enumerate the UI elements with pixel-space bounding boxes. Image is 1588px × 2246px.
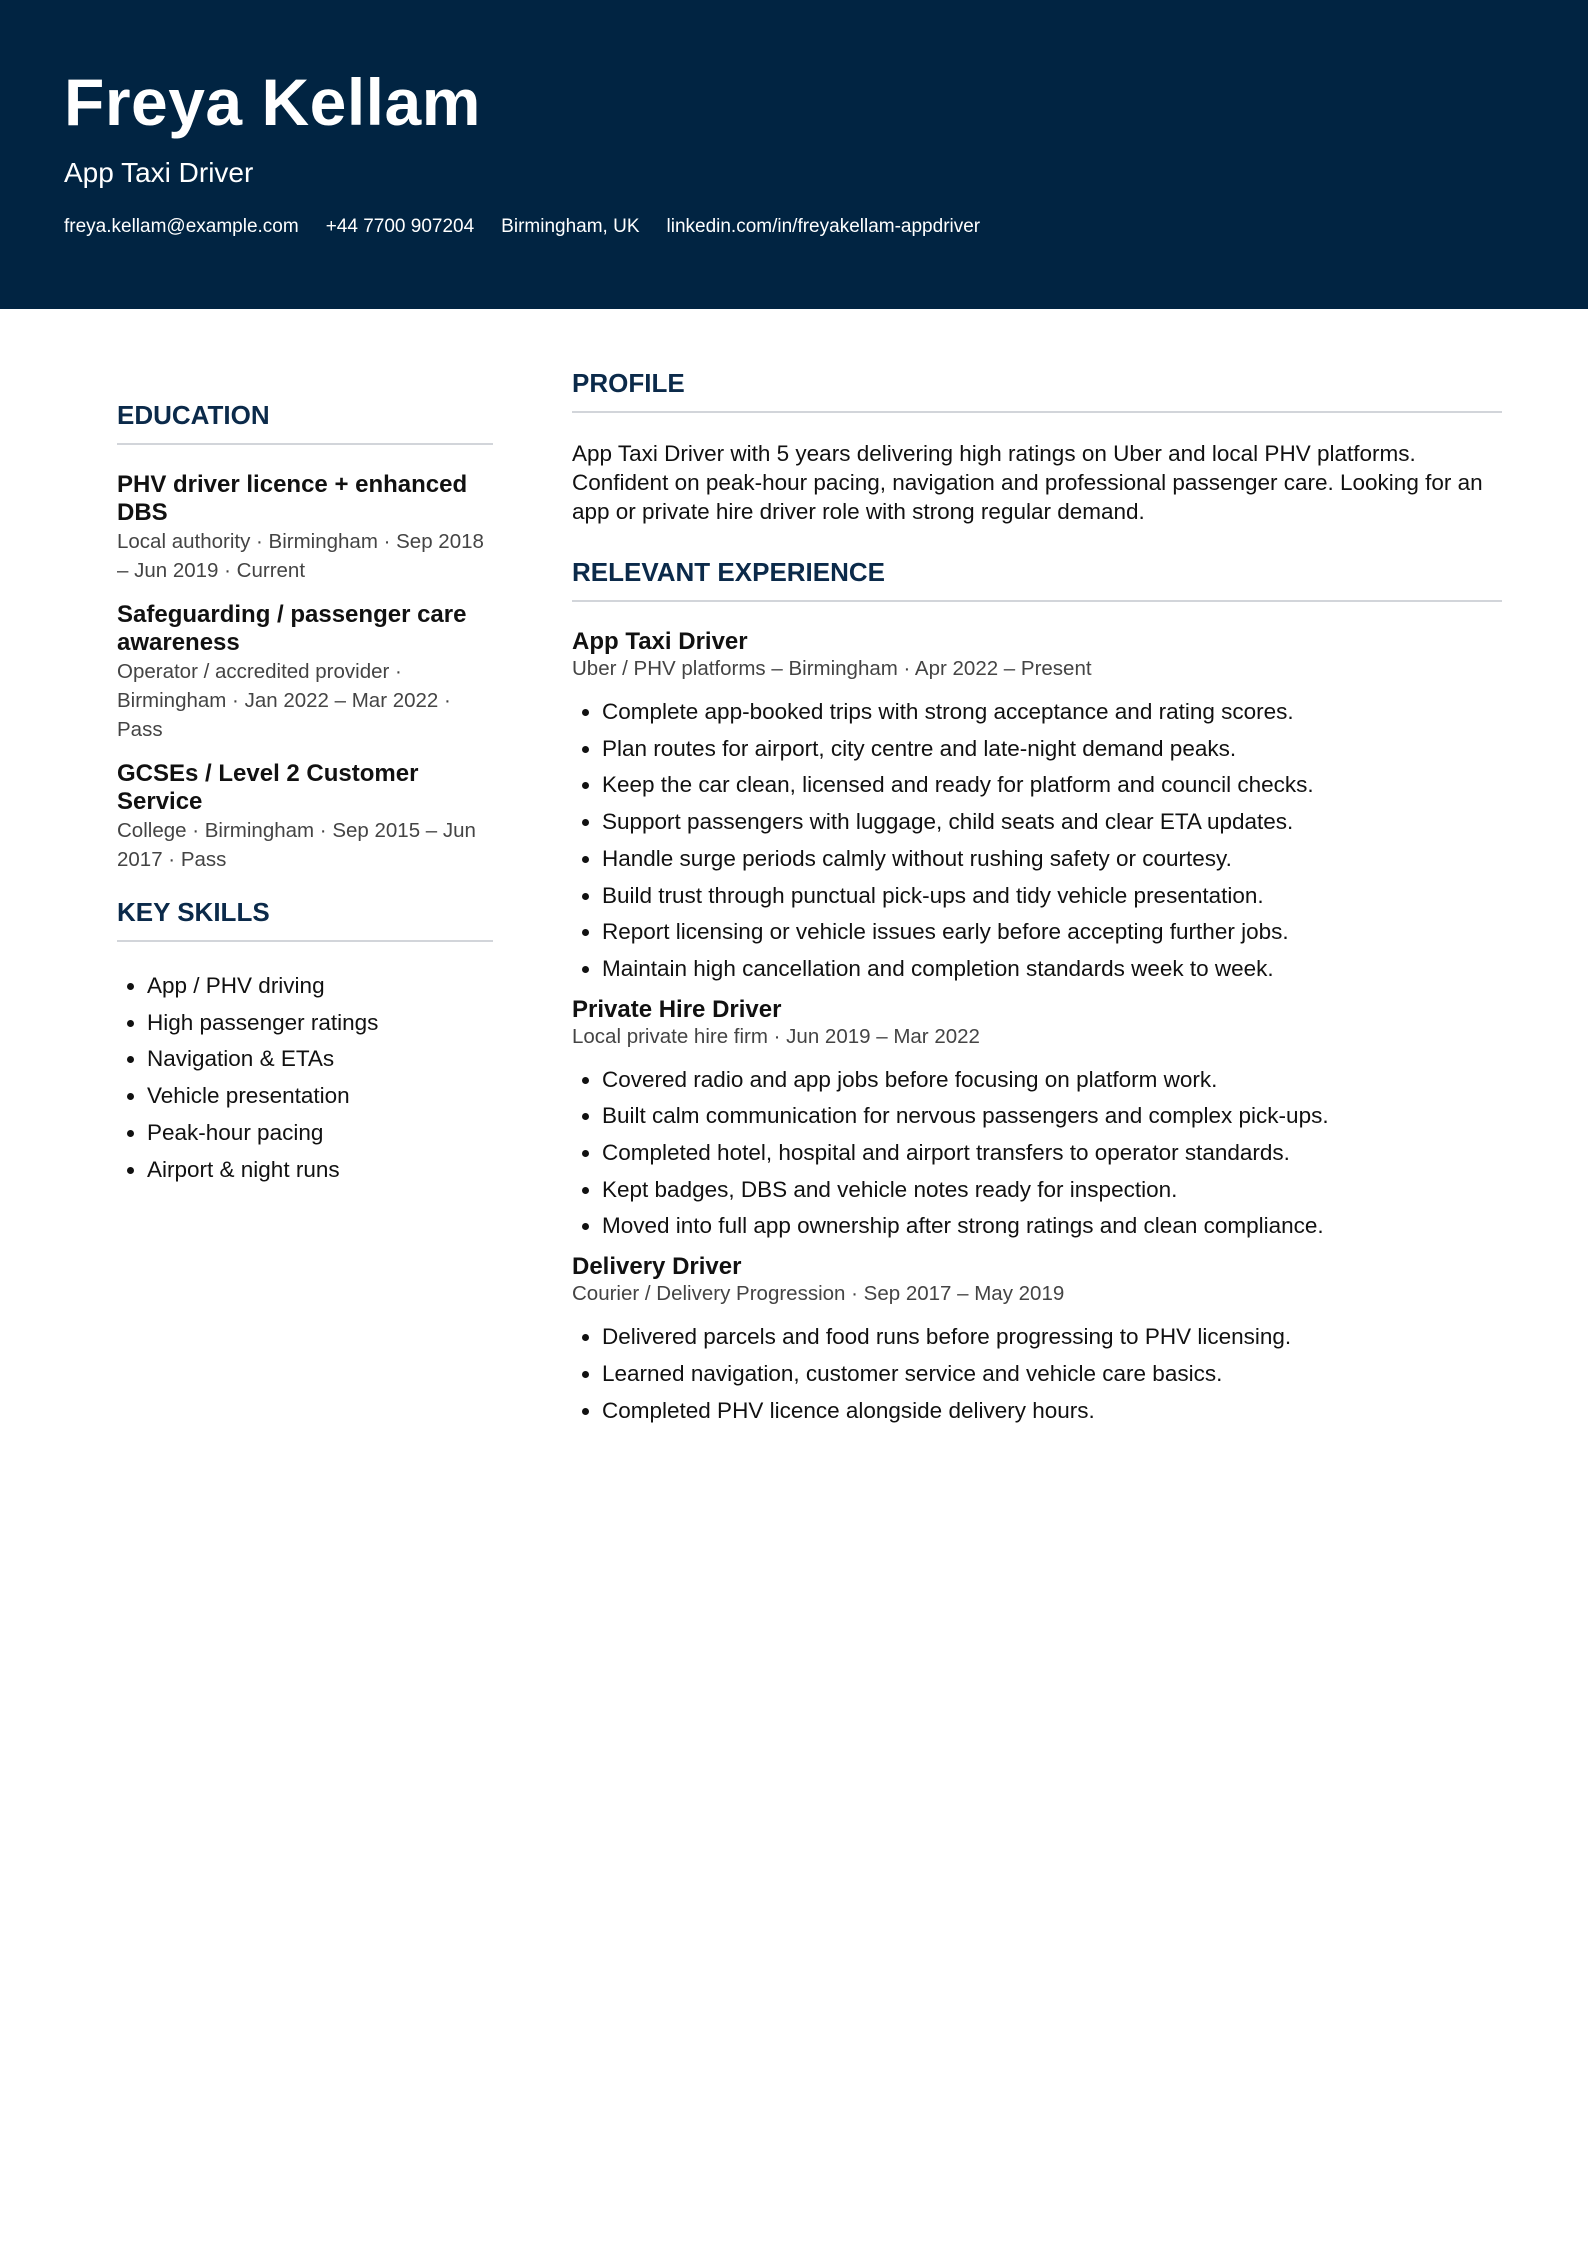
contact-info	[64, 214, 1007, 240]
job-bullet: • Learned navigation, customer service and vehicle care basics.	[602, 1356, 1502, 1393]
education-meta: Operator / accredited provider · Birmingham · Jan 2022 – Mar 2022 · Pass	[117, 660, 451, 741]
job-bullet: • Handle surge periods calmly without rushing safety or courtesy.	[602, 841, 1502, 878]
education-degree: GCSEs / Level 2 Customer Service	[117, 760, 419, 815]
job-bullet: • Maintain high cancellation and completion standards week to week.	[602, 951, 1502, 988]
candidate-name: Freya Kellam	[64, 65, 481, 139]
education-section	[117, 399, 493, 874]
section-heading: PROFILE	[572, 367, 1502, 413]
job-bullet: • Kept badges, DBS and vehicle notes ready for inspection.	[602, 1172, 1502, 1209]
section-heading: RELEVANT EXPERIENCE	[572, 556, 1502, 602]
job-bullets	[572, 1062, 1502, 1246]
job-entry	[572, 1253, 1502, 1429]
skill-item: • Airport & night runs	[147, 1152, 493, 1189]
resume-header	[0, 0, 1588, 309]
education-meta: Local authority · Birmingham · Sep 2018 – Jun 2019 · Current	[117, 530, 484, 582]
left-column	[117, 399, 493, 1188]
candidate-title: App Taxi Driver	[64, 157, 254, 188]
job-bullets	[572, 1319, 1502, 1429]
experience-section	[572, 556, 1502, 1429]
right-column	[572, 367, 1502, 1437]
section-heading: EDUCATION	[117, 399, 493, 445]
contact-phone[interactable]: +44 7700 907204	[325, 216, 475, 237]
section-heading: KEY SKILLS	[117, 896, 493, 942]
contact-linkedin[interactable]: linkedin.com/in/freyakellam-appdriver	[666, 216, 981, 237]
job-entry	[572, 996, 1502, 1246]
job-entry	[572, 628, 1502, 988]
education-item	[117, 760, 493, 874]
job-bullet: • Built calm communication for nervous passengers and complex pick-ups.	[602, 1098, 1502, 1135]
job-title: Private Hire Driver	[572, 995, 782, 1023]
job-meta: Local private hire firm · Jun 2019 – Mar 2022	[572, 1024, 980, 1048]
education-meta: College · Birmingham · Sep 2015 – Jun 2017 · Pass	[117, 819, 476, 871]
education-degree: PHV driver licence + enhanced DBS	[117, 471, 468, 526]
education-degree: Safeguarding / passenger care awareness	[117, 601, 467, 656]
job-meta: Courier / Delivery Progression · Sep 2017 – May 2019	[572, 1282, 1065, 1306]
contact-email[interactable]: freya.kellam@example.com	[64, 216, 299, 237]
skills-list	[117, 968, 493, 1188]
job-bullets	[572, 694, 1502, 988]
job-bullet: • Moved into full app ownership after strong ratings and clean compliance.	[602, 1208, 1502, 1245]
job-bullet: • Completed PHV licence alongside delivery hours.	[602, 1393, 1502, 1430]
skill-item: • Peak-hour pacing	[147, 1115, 493, 1152]
job-bullet: • Keep the car clean, licensed and ready for platform and council checks.	[602, 767, 1502, 804]
profile-section	[572, 367, 1502, 526]
job-bullet: • Plan routes for airport, city centre and late-night demand peaks.	[602, 731, 1502, 768]
job-title: Delivery Driver	[572, 1253, 742, 1281]
job-bullet: • Complete app-booked trips with strong acceptance and rating scores.	[602, 694, 1502, 731]
contact-location: Birmingham, UK	[501, 216, 640, 237]
job-title: App Taxi Driver	[572, 628, 748, 655]
skill-item: • High passenger ratings	[147, 1005, 493, 1042]
job-bullet: • Completed hotel, hospital and airport transfers to operator standards.	[602, 1135, 1502, 1172]
job-meta: Uber / PHV platforms – Birmingham · Apr 2022 – Present	[572, 657, 1092, 680]
job-bullet: • Report licensing or vehicle issues early before accepting further jobs.	[602, 914, 1502, 951]
skill-item: • Navigation & ETAs	[147, 1041, 493, 1078]
skill-item: • App / PHV driving	[147, 968, 493, 1005]
job-bullet: • Covered radio and app jobs before focusing on platform work.	[602, 1062, 1502, 1099]
job-bullet: • Delivered parcels and food runs before progressing to PHV licensing.	[602, 1319, 1502, 1356]
profile-summary: App Taxi Driver with 5 years delivering high ratings on Uber and local PHV platforms. Confident on peak-hour pacing, navigation and professional passenger care. Looking for an app or private hire driver role with strong regular demand.	[572, 441, 1483, 524]
job-bullet: • Build trust through punctual pick-ups and tidy vehicle presentation.	[602, 878, 1502, 915]
education-item	[117, 471, 493, 585]
job-bullet: • Support passengers with luggage, child seats and clear ETA updates.	[602, 804, 1502, 841]
skills-section	[117, 896, 493, 1188]
education-item	[117, 601, 493, 744]
skill-item: • Vehicle presentation	[147, 1078, 493, 1115]
